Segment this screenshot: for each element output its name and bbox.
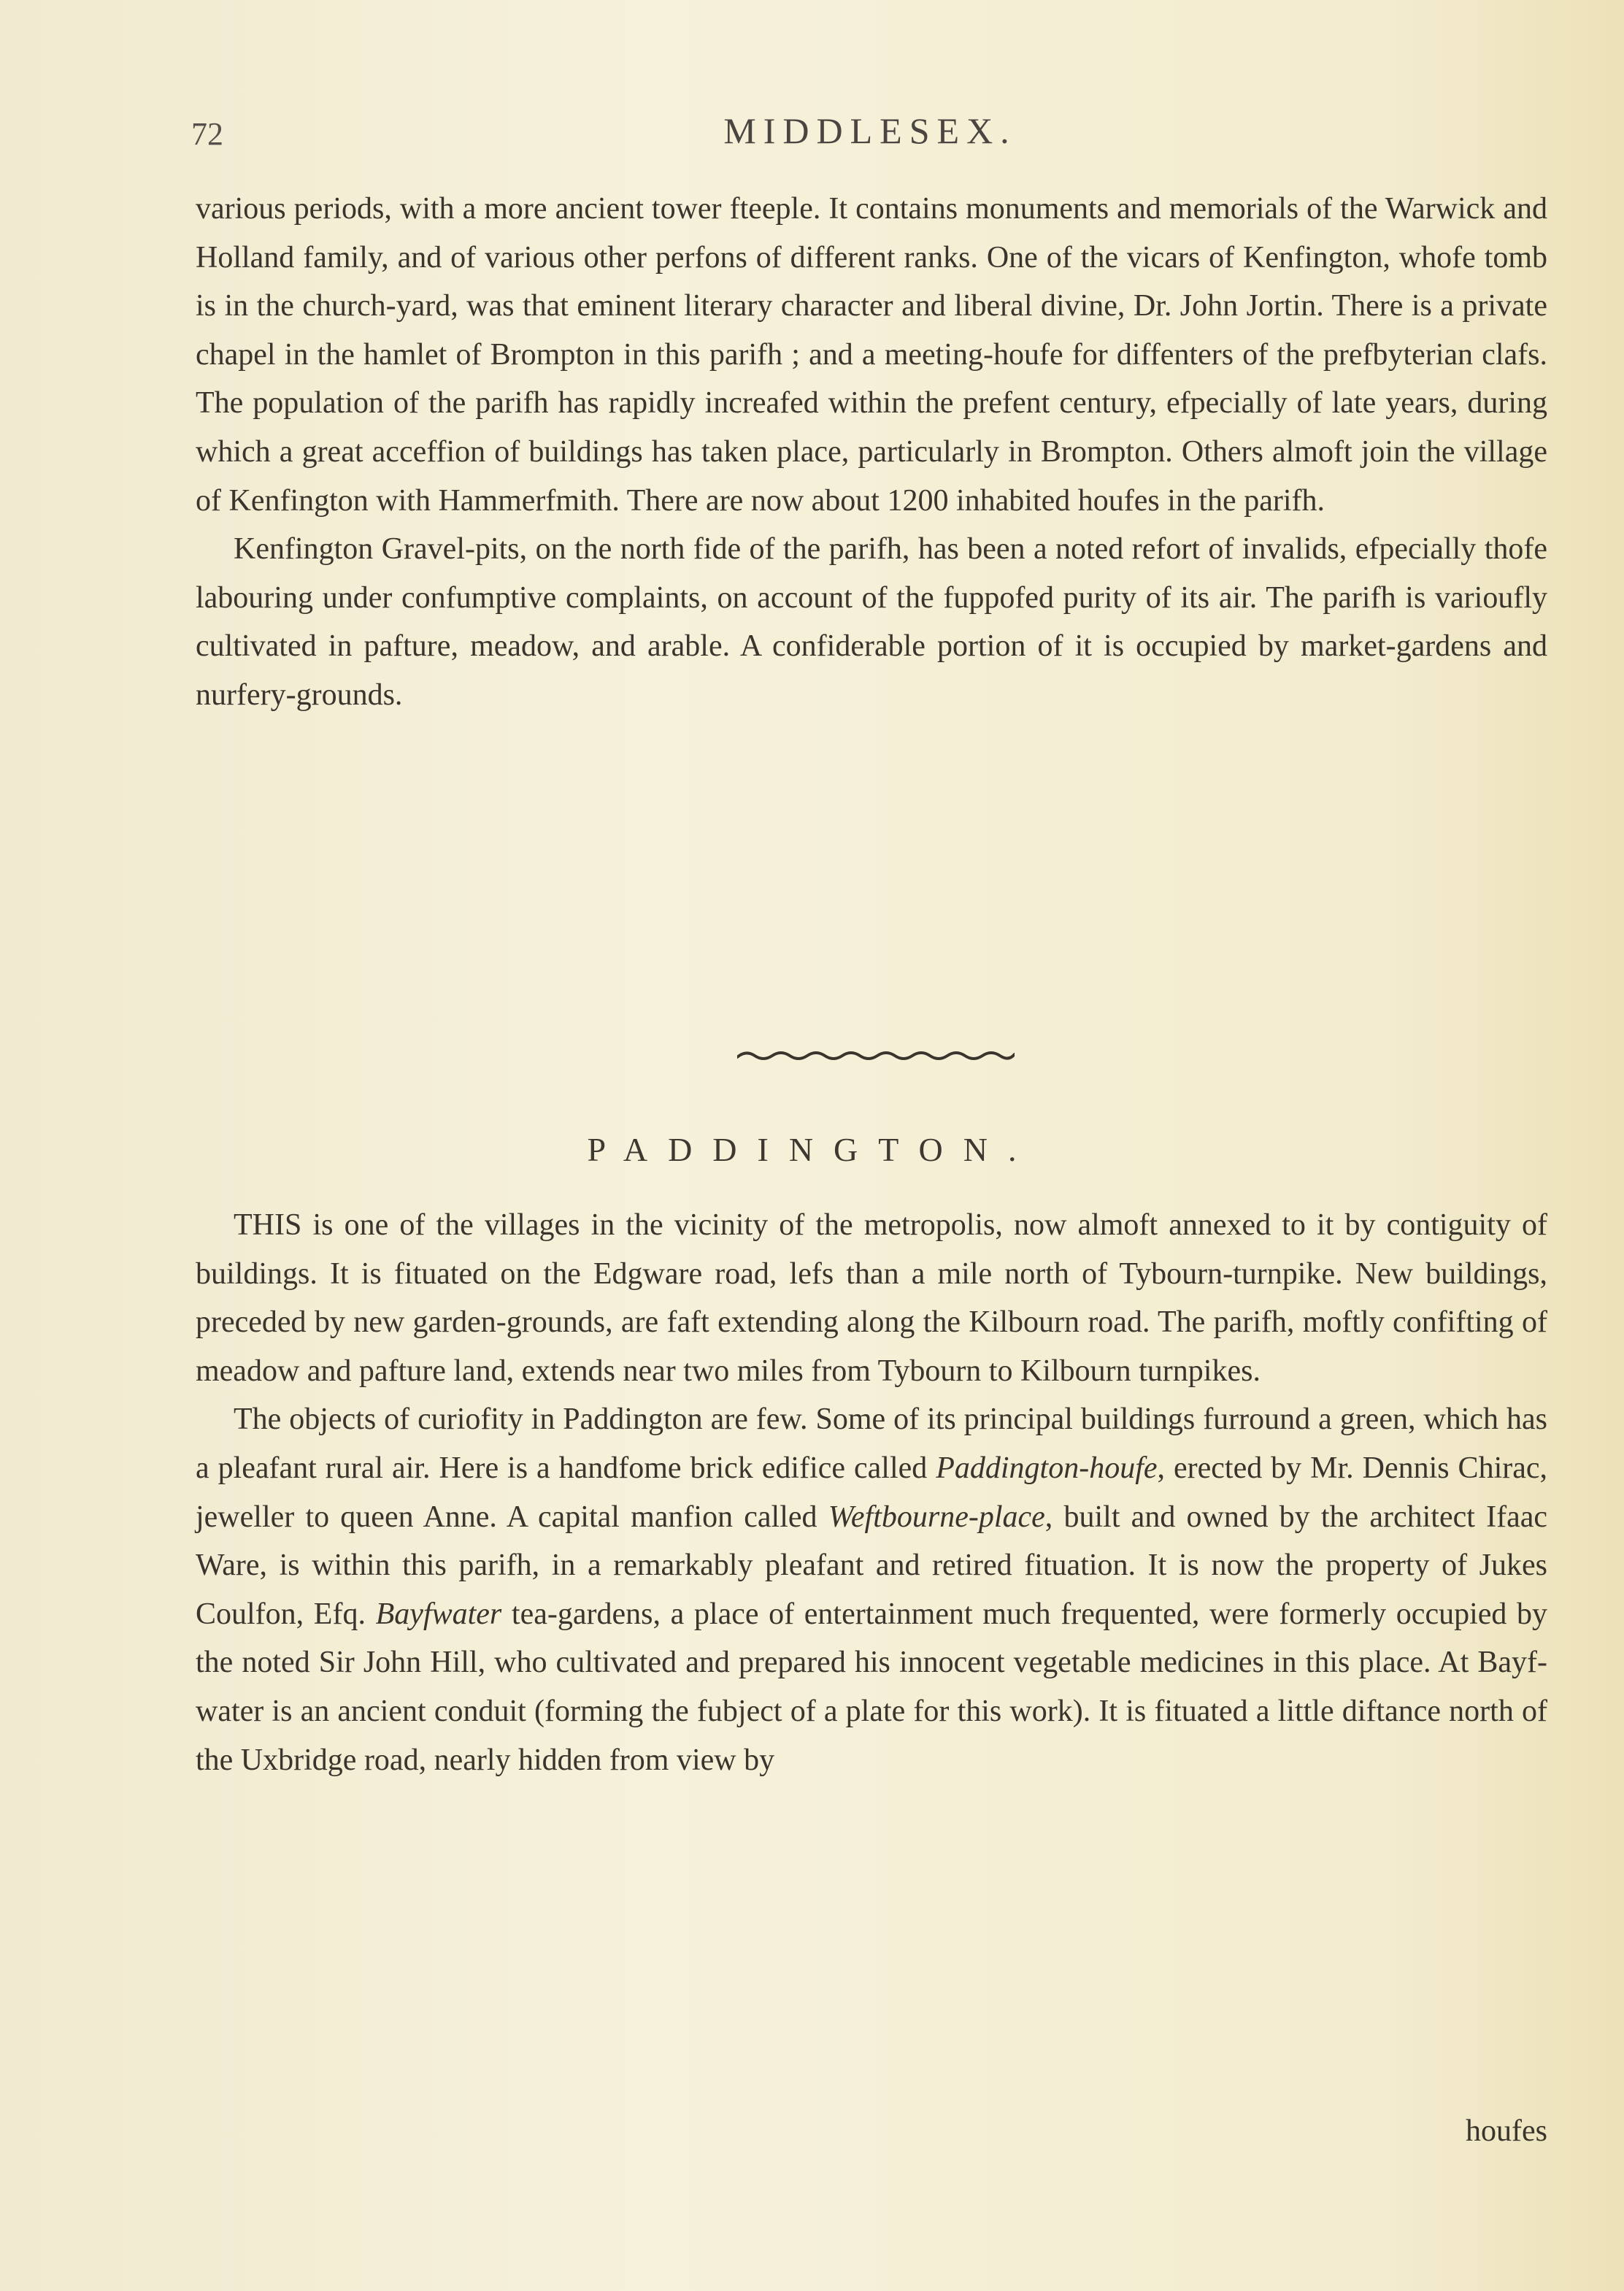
text-run: , built and owned by the architect Ifaac Ware, is within this parifh, in a remarkably pleafant and retired fituation. It is now the property of Jukes Coulfon, Efq. xyxy=(196,1500,1548,1631)
paragraph-kensington-1: various periods, with a more ancient tower fteeple. It contains monuments and memorials of the Warwick and Holland family, and of various other perfons of different ranks. One of the vicars of Kenfington, whofe tomb is in the church-yard, was that eminent literary character and liberal divine, Dr. John Jortin. There is a private chapel in the hamlet of Brompton in this parifh ; and a meeting-houfe for diffenters of the prefbyterian clafs. The population of the parifh has rapidly increafed within the prefent century, efpecially of late years, during which a great acceffion of buildings has taken place, particularly in Brompton. Others almoft join the village of Kenfington with Hammerfmith. There are now about 1200 inhabited houfes in the parifh. xyxy=(196,192,1547,518)
paragraph-paddington-1: THIS is one of the villages in the vicinity of the metropolis, now almoft annexed to it by contiguity of buildings. It is fituated on the Edgware road, lefs than a mile north of Tybourn-turnpike. New buildings, preceded by new garden-grounds, are faft extending along the Kilbourn road. The parifh, moftly confifting of meadow and pafture land, extends near two miles from Tybourn to Kilbourn turnpikes. xyxy=(196,1208,1547,1388)
text-run: tea-gardens, a place of entertainment much frequented, were formerly occupied by the noted Sir John Hill, who cultivated and prepared his innocent vegetable medicines in this place. At Bayf-water is an ancient conduit (forming the fubject of a plate for this work). It is fituated a little diftance north of the Uxbridge road, nearly hidden from view by xyxy=(196,1597,1548,1777)
italic-place-name: Bayfwater xyxy=(375,1597,502,1631)
text-run: , erected by Mr. Dennis Chirac, jeweller to queen Anne. A capital manfion called xyxy=(196,1451,1548,1534)
page-number: 72 xyxy=(191,116,223,152)
catchword: houfes xyxy=(1466,2114,1547,2148)
text-run: The objects of curiofity in Paddington are few. Some of its principal buildings furround a green, which has a pleafant rural air. Here is a handfome brick edifice called xyxy=(196,1402,1547,1485)
kensington-continuation xyxy=(196,185,1547,720)
page-header xyxy=(191,110,1549,161)
paddington-section xyxy=(196,1201,1547,1784)
paragraph-paddington-2 xyxy=(196,1395,1547,1784)
running-head: MIDDLESEX. xyxy=(723,110,1017,151)
italic-place-name: Paddington-houfe xyxy=(936,1451,1158,1485)
paragraph-kensington-2: Kenfington Gravel-pits, on the north fide of the parifh, has been a noted refort of invalids, efpecially thofe labouring under confumptive complaints, on account of the fuppofed purity of its air. The parifh is varioufly cultivated in pafture, meadow, and arable. A confiderable portion of it is occupied by market-gardens and nurfery-grounds. xyxy=(196,532,1547,712)
section-title-paddington: PADDINGTON. xyxy=(587,1131,1037,1168)
italic-place-name: Weftbourne-place xyxy=(828,1500,1045,1534)
ornament-divider xyxy=(737,1048,1015,1063)
